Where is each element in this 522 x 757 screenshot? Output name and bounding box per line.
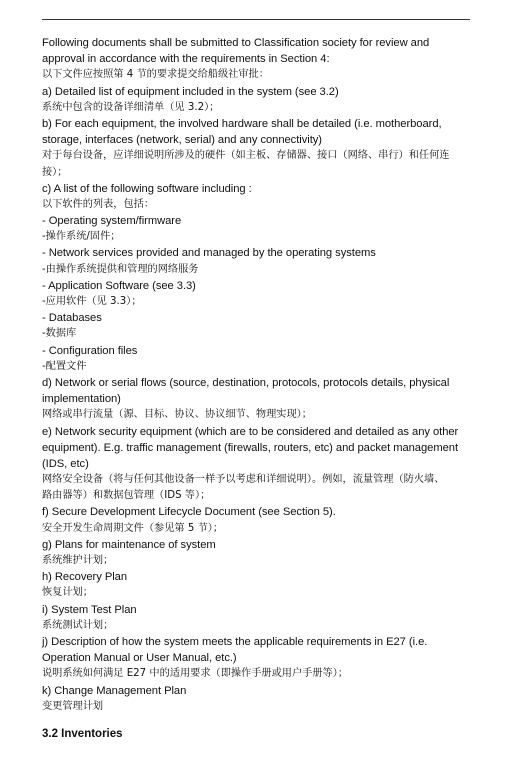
english-text-line: - Operating system/firmware [42, 215, 182, 228]
chinese-text-line: -数据库 [42, 328, 77, 340]
chinese-text-line: 系统测试计划； [42, 619, 114, 631]
english-text-line: i) System Test Plan [42, 603, 137, 616]
english-text-line: a) Detailed list of equipment included in the system (see 3.2) [42, 85, 339, 98]
chinese-text-line: 网络或串行流量（源、目标、协议、协议细节、物理实现）； [42, 409, 312, 421]
english-text-line: j) Description of how the system meets the applicable requirements in E27 (i.e. [42, 635, 428, 648]
english-text-line: - Application Software (see 3.3) [42, 279, 196, 292]
english-text-line: g) Plans for maintenance of system [42, 538, 216, 551]
chinese-text-line: 系统维护计划； [42, 555, 114, 566]
chinese-text-line: -由操作系统提供和管理的网络服务 [42, 263, 199, 275]
chinese-text-line: -配置文件 [42, 360, 87, 372]
chinese-text-line: 以下软件的列表，包括： [42, 198, 155, 210]
english-text-line: c) A list of the following software including : [42, 182, 252, 195]
english-text-line: (IDS, etc) [42, 457, 89, 470]
chinese-text-line: 接）； [42, 166, 68, 178]
header-rule [42, 19, 470, 20]
chinese-text-line: -操作系统/固件； [42, 231, 121, 243]
document-body [42, 35, 482, 715]
english-text-line: - Network services provided and managed by the operating systems [42, 247, 376, 260]
english-text-line: equipment). E.g. traffic management (firewalls, routers, etc) and packet management [42, 441, 458, 454]
chinese-text-line: 以下文件应按照第 4 节的要求提交给船级社审批： [42, 69, 269, 81]
english-text-line: Following documents shall be submitted to Classification society for review and [42, 37, 430, 49]
chinese-text-line: 恢复计划； [42, 587, 93, 599]
english-text-line: e) Network security equipment (which are to be considered and detailed as any other [42, 425, 459, 438]
english-text-line: - Databases [42, 312, 102, 325]
english-text-line: storage, interfaces (network, serial) and any connectivity) [42, 134, 322, 147]
chinese-text-line: -应用软件（见 3.3）； [42, 296, 142, 307]
section-heading: 3.2 Inventories [42, 728, 123, 740]
english-text-line: - Configuration files [42, 344, 138, 357]
english-text-line: b) For each equipment, the involved hardware shall be detailed (i.e. motherboard, [42, 117, 442, 130]
chinese-text-line: 系统中包含的设备详细清单（见 3.2）； [42, 101, 220, 113]
english-text-line: k) Change Management Plan [42, 684, 187, 697]
chinese-text-line: 路由器等）和数据包管理（IDS 等）； [42, 490, 211, 502]
chinese-text-line: 安全开发生命周期文件（参见第 5 节）； [42, 522, 224, 534]
english-text-line: d) Network or serial flows (source, destination, protocols, protocols details, physical [42, 376, 450, 389]
chinese-text-line: 说明系统如何满足 E27 中的适用要求（即操作手册或用户手册等）； [42, 668, 349, 680]
english-text-line: implementation) [42, 393, 121, 406]
english-text-line: f) Secure Development Lifecycle Document (see Section 5). [42, 506, 336, 519]
english-text-line: approval in accordance with the requirements in Section 4: [42, 53, 330, 66]
chinese-text-line: 对于每台设备，应详细说明所涉及的硬件（如主板、存储器、接口（网络、串行）和任何连 [42, 150, 450, 162]
chinese-text-line: 变更管理计划 [42, 700, 104, 712]
chinese-text-line: 网络安全设备（将与任何其他设备一样予以考虑和详细说明）。例如，流量管理（防火墙、 [42, 474, 445, 486]
english-text-line: h) Recovery Plan [42, 571, 128, 584]
english-text-line: Operation Manual or User Manual, etc.) [42, 652, 237, 665]
